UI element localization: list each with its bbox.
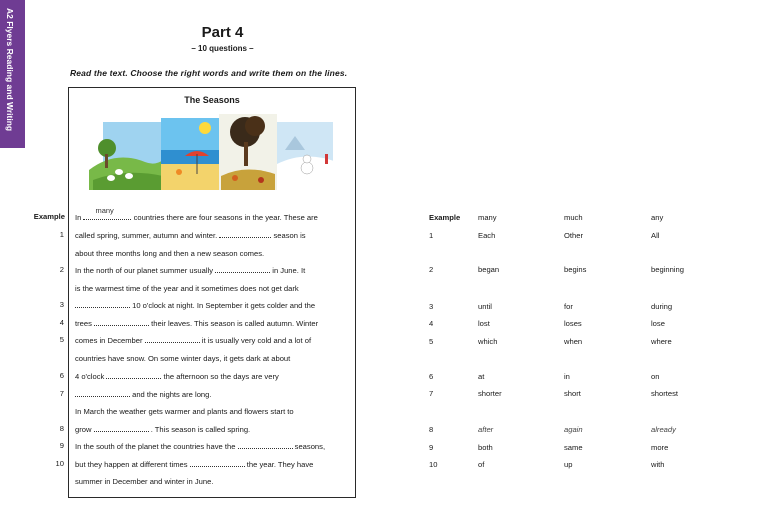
passage-line <box>75 301 315 310</box>
answer-blank[interactable] <box>215 266 270 273</box>
answer-row-number: 1 <box>429 231 434 240</box>
passage-text: the year. They have <box>244 460 314 469</box>
answer-option: until <box>478 302 492 311</box>
answer-option: All <box>651 231 660 240</box>
answer-option: any <box>651 213 664 222</box>
answer-option: much <box>564 213 583 222</box>
passage-text: trees <box>75 319 94 328</box>
passage-line <box>75 460 313 469</box>
question-number: 9 <box>59 441 64 450</box>
answer-option: many <box>478 213 497 222</box>
passage-line <box>75 266 305 275</box>
answer-option: lost <box>478 319 490 328</box>
answer-blank[interactable] <box>219 231 271 238</box>
passage-text: their leaves. This season is called autumn. Winter <box>149 319 319 328</box>
example-answer-blank <box>83 206 131 220</box>
passage-text: countries there are four seasons in the year. These are <box>131 213 318 222</box>
answer-row-number: 4 <box>429 319 434 328</box>
answer-blank[interactable] <box>75 301 130 308</box>
answer-option: lose <box>651 319 665 328</box>
answer-row-number: 2 <box>429 265 434 274</box>
question-number: 8 <box>59 424 64 433</box>
seasons-illustration <box>85 110 341 190</box>
passage-text: in June. It <box>270 266 306 275</box>
passage-text: and the nights are long. <box>130 390 212 399</box>
answer-option: both <box>478 443 493 452</box>
answer-option: Each <box>478 231 496 240</box>
answer-option: beginning <box>651 265 684 274</box>
passage-text: comes in December <box>75 336 145 345</box>
answer-row-number: 3 <box>429 302 434 311</box>
answer-blank[interactable] <box>75 390 130 397</box>
passage-line <box>75 284 299 293</box>
passage-title: The Seasons <box>184 95 240 105</box>
answer-option: already <box>651 425 676 434</box>
passage-text: but they happen at different times <box>75 460 190 469</box>
answer-option: during <box>651 302 673 311</box>
passage-text: the afternoon so the days are very <box>161 372 279 381</box>
answer-option: shortest <box>651 389 679 398</box>
passage-box <box>68 87 356 498</box>
passage-line <box>75 319 318 328</box>
passage-line <box>75 231 306 240</box>
passage-line <box>75 477 213 486</box>
passage-line <box>75 249 264 258</box>
passage-text: seasons, <box>292 442 326 451</box>
passage-text: 10 o'clock at night. In September it gets colder and the <box>130 301 316 310</box>
answer-row-number: 8 <box>429 425 434 434</box>
answer-option: which <box>478 337 498 346</box>
answer-example-label: Example <box>429 213 461 222</box>
passage-line <box>75 425 250 434</box>
answer-option: short <box>564 389 581 398</box>
answer-option: Other <box>564 231 583 240</box>
answer-blank[interactable] <box>238 442 293 449</box>
passage-text: it is usually very cold and a lot of <box>199 336 312 345</box>
answer-row-number: 9 <box>429 443 434 452</box>
answer-row-number: 5 <box>429 337 434 346</box>
passage-text: In the north of our planet summer usually <box>75 266 216 275</box>
side-tab <box>0 0 25 148</box>
answer-option: in <box>564 372 570 381</box>
passage-text: is the warmest time of the year and it sometimes does not get dark <box>75 284 299 293</box>
answer-blank[interactable] <box>106 372 161 379</box>
answer-option: on <box>651 372 660 381</box>
question-number: 4 <box>59 318 64 327</box>
answer-row-number: 10 <box>429 460 438 469</box>
passage-text: In the south of the planet the countries have the <box>75 442 238 451</box>
passage-text: summer in December and winter in June. <box>75 477 214 486</box>
example-label: Example <box>33 212 65 221</box>
answer-row-number: 7 <box>429 389 434 398</box>
passage-text: . This season is called spring. <box>148 425 251 434</box>
side-tab-label: A2 Flyers Reading and Writing <box>5 8 15 132</box>
passage-text: In <box>75 213 84 222</box>
answer-blank[interactable] <box>94 425 149 432</box>
answer-option: more <box>651 443 669 452</box>
instruction-text: Read the text. Choose the right words and write them on the lines. <box>70 68 348 78</box>
passage-text: season is <box>271 231 306 240</box>
answer-option: of <box>478 460 485 469</box>
question-number: 3 <box>59 300 64 309</box>
answer-option: again <box>564 425 583 434</box>
answer-option: begins <box>564 265 587 274</box>
question-number: 2 <box>59 265 64 274</box>
answer-option: for <box>564 302 573 311</box>
passage-text: In March the weather gets warmer and plants and flowers start to <box>75 407 294 416</box>
passage-line <box>75 442 325 451</box>
question-number: 5 <box>59 335 64 344</box>
answer-option: loses <box>564 319 582 328</box>
passage-text: 4 o'clock <box>75 372 107 381</box>
question-number: 6 <box>59 371 64 380</box>
passage-line <box>75 354 290 363</box>
answer-option: when <box>564 337 583 346</box>
passage-line <box>75 390 211 399</box>
question-number: 1 <box>59 230 64 239</box>
page-subtitle: – 10 questions – <box>191 44 254 53</box>
answer-option: after <box>478 425 494 434</box>
answer-option: same <box>564 443 583 452</box>
page-title: Part 4 <box>201 24 244 41</box>
question-number: 10 <box>55 459 64 468</box>
answer-option: where <box>651 337 672 346</box>
passage-text: about three months long and then a new season comes. <box>75 249 265 258</box>
question-number: 7 <box>59 389 64 398</box>
passage-line <box>75 372 279 381</box>
passage-line <box>75 336 311 345</box>
passage-text: grow <box>75 425 94 434</box>
answer-option: with <box>651 460 665 469</box>
example-answer: many <box>95 206 114 215</box>
answer-row-number: 6 <box>429 372 434 381</box>
answer-blank[interactable] <box>94 319 149 326</box>
passage-text: called spring, summer, autumn and winter. <box>75 231 220 240</box>
answer-blank[interactable] <box>190 460 245 467</box>
passage-text: countries have snow. On some winter days, it gets dark at about <box>75 354 291 363</box>
answer-option: at <box>478 372 485 381</box>
passage-line <box>75 407 294 416</box>
answer-option: up <box>564 460 573 469</box>
answer-option: shorter <box>478 389 502 398</box>
answer-blank[interactable] <box>145 336 200 343</box>
passage-line <box>75 206 318 222</box>
answer-option: began <box>478 265 500 274</box>
